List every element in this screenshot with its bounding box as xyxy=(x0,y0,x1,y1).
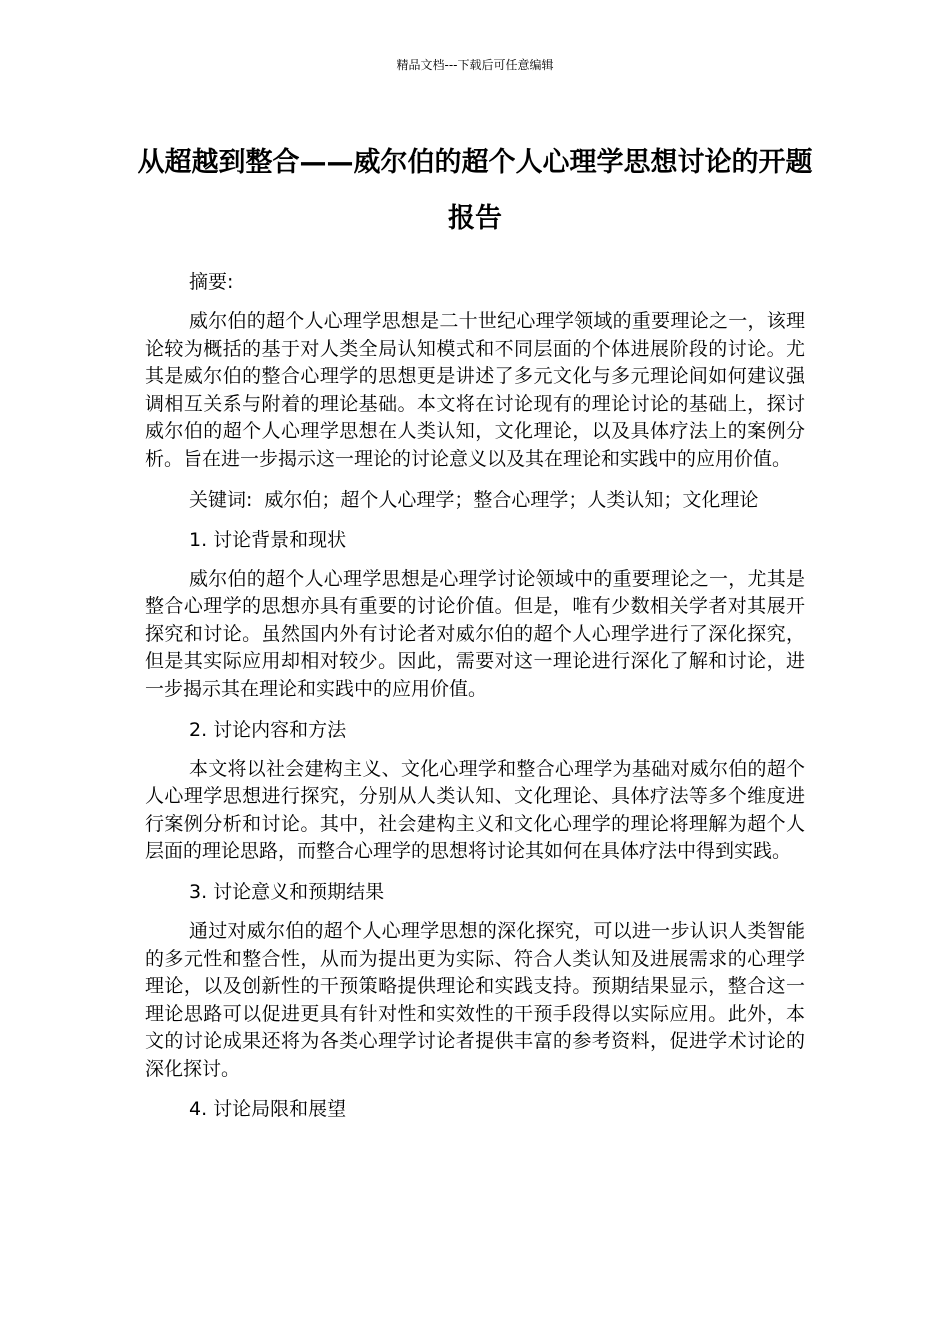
abstract-label: 摘要: xyxy=(189,271,234,293)
header-note: 精品文档---下载后可任意编辑 xyxy=(396,58,554,72)
section-text-3: 通过对威尔伯的超个人心理学思想的深化探究，可以进一步认识人类智能的多元性和整合性，从而为提出更为实际、符合人类认知及进展需求的心理学理论，以及创新性的干预策略提供理论和实践支持。预期结果显示，整合这一理论思路可以促进更具有针对性和实效性的干预手段得以实际应用。此外，本文的讨论成果还将为各类心理学讨论者提供丰富的参考资料，促进学术讨论的深化探讨。 xyxy=(145,919,805,1080)
section-heading-2: 2. 讨论内容和方法 xyxy=(189,718,347,741)
document-body xyxy=(145,268,805,1135)
keywords-label: 关键词: xyxy=(189,488,253,511)
section-text-1: 威尔伯的超个人心理学思想是心理学讨论领域中的重要理论之一，尤其是整合心理学的思想亦具有重要的讨论价值。但是，唯有少数相关学者对其展开探究和讨论。虽然国内外有讨论者对威尔伯的超个人心理学进行了深化探究，但是其实际应用却相对较少。因此，需要对这一理论进行深化了解和讨论，进一步揭示其在理论和实践中的应用价值。 xyxy=(145,567,805,700)
section-text-2: 本文将以社会建构主义、文化心理学和整合心理学为基础对威尔伯的超个人心理学思想进行探究，分别从人类认知、文化理论、具体疗法等多个维度进行案例分析和讨论。其中，社会建构主义和文化心理学的理论将理解为超个人层面的理论思路，而整合心理学的思想将讨论其如何在具体疗法中得到实践。 xyxy=(145,757,805,863)
keywords-text: 威尔伯；超个人心理学；整合心理学；人类认知；文化理论 xyxy=(264,488,759,511)
keywords-line xyxy=(145,486,805,514)
section-heading-4: 4. 讨论局限和展望 xyxy=(189,1098,347,1121)
abstract-text: 威尔伯的超个人心理学思想是二十世纪心理学领域的重要理论之一，该理论较为概括的基于对人类全局认知模式和不同层面的个体进展阶段的讨论。尤其是威尔伯的整合心理学的思想更是讲述了多元文化与多元理论间如何建议强调相互关系与附着的理论基础。本文将在讨论现有的理论讨论的基础上，探讨威尔伯的超个人心理学思想在人类认知，文化理论，以及具体疗法上的案例分析。旨在进一步揭示这一理论的讨论意义以及其在理论和实践中的应用价值。 xyxy=(145,310,805,470)
document-title: 从超越到整合——威尔伯的超个人心理学思想讨论的开题报告 xyxy=(137,147,813,234)
section-heading-3: 3. 讨论意义和预期结果 xyxy=(189,880,385,903)
section-heading-1: 1. 讨论背景和现状 xyxy=(189,528,347,551)
